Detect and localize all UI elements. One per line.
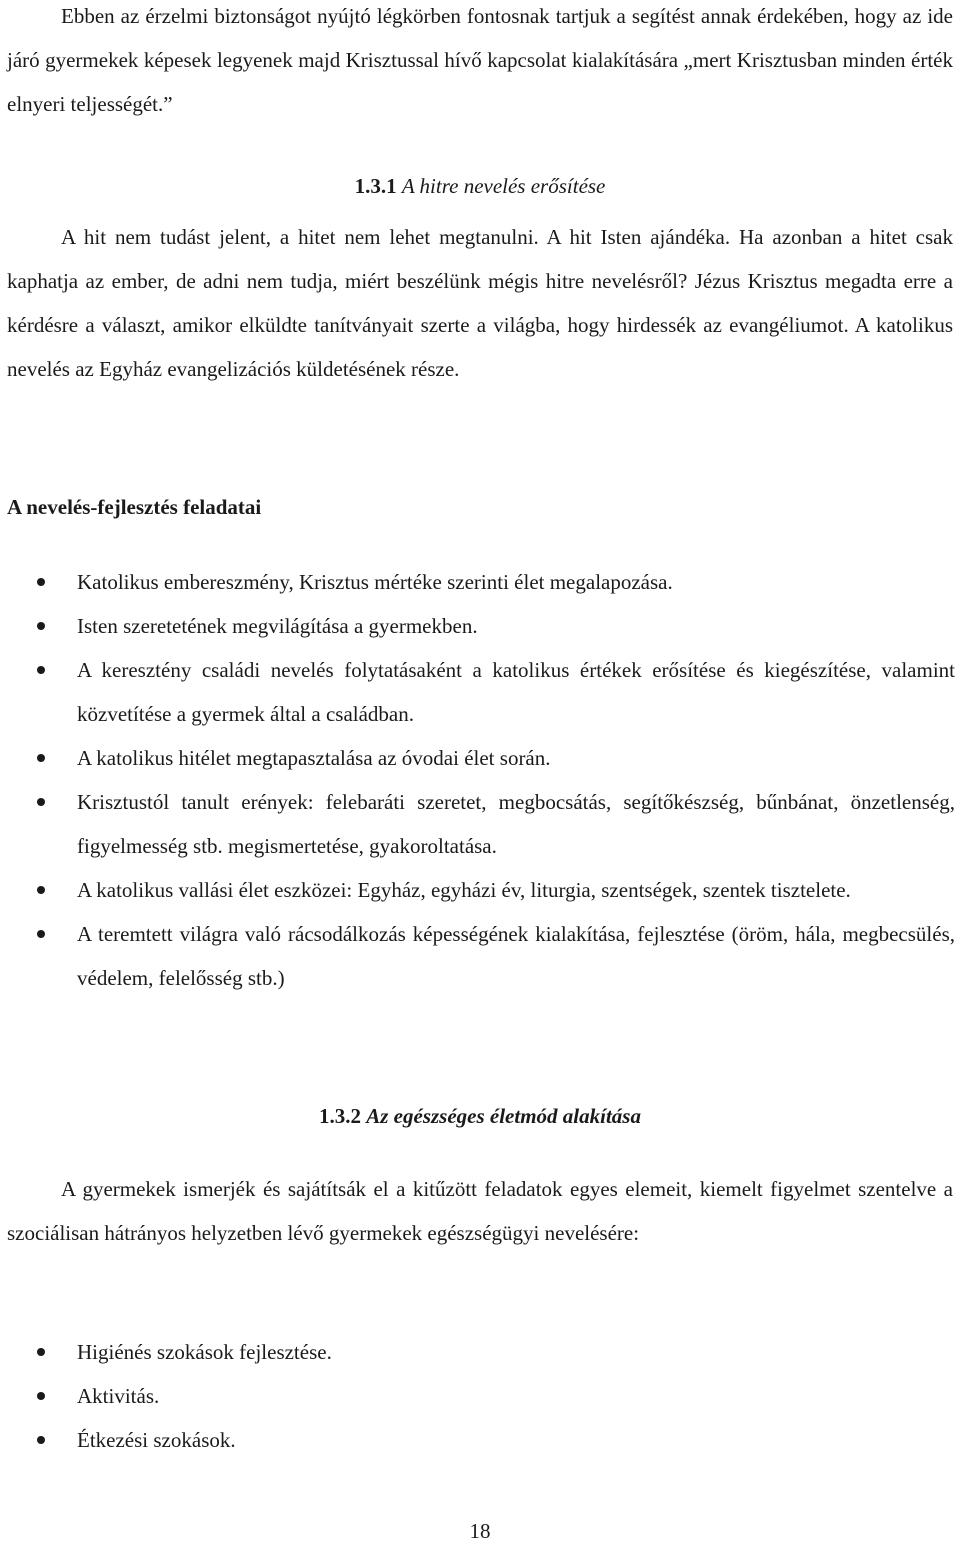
section-heading-1-3-1 — [0, 171, 960, 201]
tasks-list — [0, 560, 960, 1000]
health-list — [0, 1330, 960, 1462]
bullet-icon — [37, 886, 45, 894]
bullet-icon — [37, 1392, 45, 1400]
list-item: A keresztény családi nevelés folytatásaként a katolikus értékek erősítése és kiegészítése, valamint közvetítése a gyermek által a családban. — [0, 648, 960, 736]
bullet-icon — [37, 798, 45, 806]
list-item: Étkezési szokások. — [0, 1418, 960, 1462]
bullet-icon — [37, 578, 45, 586]
list-item: Higiénés szokások fejlesztése. — [0, 1330, 960, 1374]
list-item: A katolikus vallási élet eszközei: Egyház, egyházi év, liturgia, szentségek, szentek tisztelete. — [0, 868, 960, 912]
bullet-icon — [37, 754, 45, 762]
list-item: Isten szeretetének megvilágítása a gyermekben. — [0, 604, 960, 648]
list-item: A katolikus hitélet megtapasztalása az óvodai élet során. — [0, 736, 960, 780]
faith-paragraph: A hit nem tudást jelent, a hitet nem lehet megtanulni. A hit Isten ajándéka. Ha azonban a hitet csak kaphatja az ember, de adni nem tudja, miért beszélünk mégis hitre nevelésről? Jézus Krisztus megadta erre a kérdésre a választ, amikor elküldte tanítványait szerte a világba, hogy hirdessék az evangéliumot. A katolikus nevelés az Egyház evangelizációs küldetésének része. — [7, 225, 953, 381]
section-title: Az egészséges életmód alakítása — [366, 1104, 641, 1128]
section-number: 1.3.1 — [354, 174, 397, 198]
section-number: 1.3.2 — [319, 1104, 361, 1128]
bullet-icon — [37, 666, 45, 674]
list-item: Aktivitás. — [0, 1374, 960, 1418]
health-paragraph: A gyermekek ismerjék és sajátítsák el a kitűzött feladatok egyes elemeit, kiemelt figyelmet szentelve a szociálisan hátrányos helyzetben lévő gyermekek egészségügyi nevelésére: — [7, 1177, 953, 1245]
bullet-icon — [37, 930, 45, 938]
bullet-icon — [37, 1348, 45, 1356]
section-title: A hitre nevelés erősítése — [401, 174, 606, 198]
tasks-heading: A nevelés-fejlesztés feladatai — [7, 495, 262, 519]
list-item: A teremtett világra való rácsodálkozás képességének kialakítása, fejlesztése (öröm, hála, megbecsülés, védelem, felelősség stb.) — [0, 912, 960, 1000]
page-number: 18 — [469, 1519, 491, 1543]
bullet-icon — [37, 1436, 45, 1444]
list-item: Krisztustól tanult erények: felebaráti szeretet, megbocsátás, segítőkészség, bűnbánat, önzetlenség, figyelmesség stb. megismertetése, gyakoroltatása. — [0, 780, 960, 868]
intro-paragraph: Ebben az érzelmi biztonságot nyújtó légkörben fontosnak tartjuk a segítést annak érdekében, hogy az ide járó gyermekek képesek legyenek majd Krisztussal hívő kapcsolat kialakítására „mert Krisztusban minden érték elnyeri teljességét.” — [7, 4, 953, 116]
list-item: Katolikus embereszmény, Krisztus mértéke szerinti élet megalapozása. — [0, 560, 960, 604]
section-heading-1-3-2 — [0, 1101, 960, 1131]
bullet-icon — [37, 622, 45, 630]
